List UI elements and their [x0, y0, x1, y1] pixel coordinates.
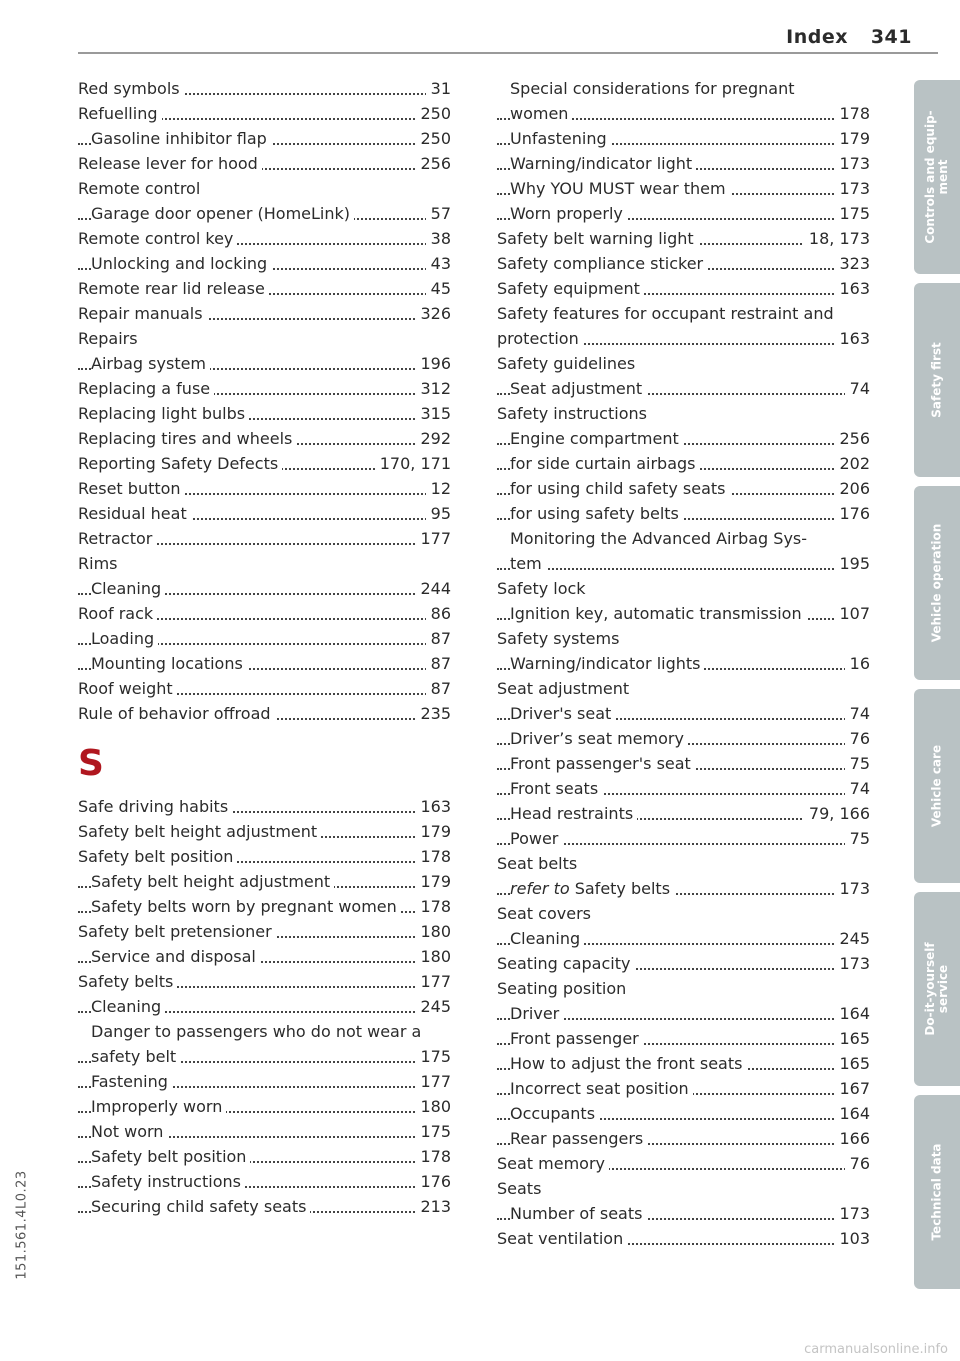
entry-page[interactable]: 31	[426, 76, 451, 101]
index-entry	[78, 869, 451, 894]
index-entry	[78, 201, 451, 226]
entry-term: Safe driving habits	[78, 797, 232, 816]
index-entry	[78, 176, 451, 201]
entry-term: Safety lock	[497, 579, 590, 598]
index-entry	[497, 851, 870, 876]
index-entry	[78, 1044, 451, 1069]
entry-term: Number of seats	[510, 1204, 646, 1223]
entry-term: Gasoline inhibitor flap	[91, 129, 271, 148]
index-entry	[497, 226, 870, 251]
entry-page[interactable]: 175	[834, 201, 870, 226]
entry-term: Remote control key	[78, 229, 237, 248]
entry-page[interactable]: 107	[834, 601, 870, 626]
index-entry	[78, 944, 451, 969]
entry-term: Service and disposal	[91, 947, 260, 966]
index-entry	[497, 526, 870, 551]
index-entry	[497, 351, 870, 376]
entry-term: Safety belt height adjustment	[91, 872, 334, 891]
entry-term: Worn properly	[510, 204, 627, 223]
entry-term: Replacing light bulbs	[78, 404, 249, 423]
entry-term: Repair manuals	[78, 304, 207, 323]
entry-term: Occupants	[510, 1104, 599, 1123]
index-entry	[497, 751, 870, 776]
entry-term: Release lever for hood	[78, 154, 262, 173]
index-column-left	[78, 76, 451, 1219]
chapter-tab-label: Technical data	[929, 1143, 944, 1241]
document-code-text: 151.561.4L0.23	[14, 1170, 30, 1280]
entry-term: How to adjust the front seats	[510, 1054, 746, 1073]
entry-term: Replacing tires and wheels	[78, 429, 296, 448]
index-entry	[78, 126, 451, 151]
index-entry	[497, 301, 870, 326]
index-entry	[78, 576, 451, 601]
entry-page[interactable]: 16	[845, 651, 870, 676]
entry-page[interactable]: 178	[834, 101, 870, 126]
index-entry	[78, 651, 451, 676]
entry-term: women	[510, 104, 572, 123]
index-entry	[78, 501, 451, 526]
entry-term: Monitoring the Advanced Airbag Sys-	[510, 529, 811, 548]
entry-term: Seats	[497, 1179, 545, 1198]
chapter-tab[interactable]	[914, 1095, 960, 1289]
entry-page[interactable]: 312	[415, 376, 451, 401]
index-entry	[78, 451, 451, 476]
entry-page[interactable]: 256	[415, 151, 451, 176]
chapter-tab-label: Controls and equip- ment	[923, 110, 950, 244]
index-entry	[78, 426, 451, 451]
index-entry	[78, 376, 451, 401]
entry-term: Seating position	[497, 979, 630, 998]
entry-page[interactable]: 79, 166	[804, 801, 870, 826]
entry-term: Special considerations for pregnant	[510, 79, 799, 98]
entry-term: Safety belts	[78, 972, 177, 991]
entry-page[interactable]: 178	[415, 844, 451, 869]
entry-page[interactable]: 103	[834, 1226, 870, 1251]
index-entry	[497, 326, 870, 351]
index-entry	[497, 401, 870, 426]
index-entry	[497, 476, 870, 501]
entry-term: Driver	[510, 1004, 563, 1023]
entry-page[interactable]: 195	[834, 551, 870, 576]
index-entry	[497, 826, 870, 851]
entry-term: Power	[510, 829, 562, 848]
entry-term: protection	[497, 329, 583, 348]
index-entry	[78, 919, 451, 944]
entry-term: Retractor	[78, 529, 156, 548]
index-entry	[497, 601, 870, 626]
index-entry	[78, 551, 451, 576]
entry-page[interactable]: 175	[415, 1119, 451, 1144]
entry-page[interactable]: 196	[415, 351, 451, 376]
index-entry	[497, 776, 870, 801]
entry-page[interactable]: 180	[415, 1094, 451, 1119]
index-entry	[78, 794, 451, 819]
entry-term: Warning/indicator lights	[510, 654, 704, 673]
index-entry	[497, 201, 870, 226]
index-entry	[497, 1076, 870, 1101]
entry-page[interactable]: 292	[415, 426, 451, 451]
index-entry	[78, 276, 451, 301]
entry-term: Danger to passengers who do not wear a	[91, 1022, 425, 1041]
entry-page[interactable]: 176	[415, 1169, 451, 1194]
entry-page[interactable]: 74	[845, 701, 870, 726]
index-entry	[497, 126, 870, 151]
entry-page[interactable]: 177	[415, 1069, 451, 1094]
page-number: 341	[870, 26, 912, 48]
index-entry	[497, 1001, 870, 1026]
index-entry	[497, 501, 870, 526]
index-entry	[497, 651, 870, 676]
entry-page[interactable]: 173	[834, 151, 870, 176]
entry-term: Repairs	[78, 329, 142, 348]
entry-term: for using safety belts	[510, 504, 683, 523]
entry-page[interactable]: 179	[415, 869, 451, 894]
entry-page[interactable]: 12	[426, 476, 451, 501]
entry-page[interactable]: 38	[426, 226, 451, 251]
watermark: carmanualsonline.info	[804, 1342, 948, 1357]
chapter-tab[interactable]	[914, 892, 960, 1086]
entry-page[interactable]: 180	[415, 919, 451, 944]
entry-page[interactable]: 180	[415, 944, 451, 969]
entry-term: Red symbols	[78, 79, 184, 98]
index-entry	[78, 1169, 451, 1194]
entry-term: Securing child safety seats	[91, 1197, 310, 1216]
entry-term: Fastening	[91, 1072, 172, 1091]
index-entry	[497, 876, 870, 901]
entry-term: Safety features for occupant restraint and	[497, 304, 838, 323]
entry-term: Reporting Safety Defects	[78, 454, 282, 473]
index-entry	[497, 701, 870, 726]
index-entry	[78, 626, 451, 651]
entry-page[interactable]: 163	[834, 326, 870, 351]
entry-term: for using child safety seats	[510, 479, 730, 498]
entry-term: Safety systems	[497, 629, 623, 648]
entry-page[interactable]: 164	[834, 1001, 870, 1026]
index-entry	[497, 551, 870, 576]
index-entry	[78, 401, 451, 426]
chapter-tab[interactable]	[914, 283, 960, 477]
index-entry	[78, 844, 451, 869]
entry-term: Safety belt position	[78, 847, 237, 866]
entry-page[interactable]: 245	[415, 994, 451, 1019]
entry-term: for side curtain airbags	[510, 454, 700, 473]
index-entry	[497, 101, 870, 126]
entry-page[interactable]: 74	[845, 376, 870, 401]
entry-page[interactable]: 167	[834, 1076, 870, 1101]
entry-term: Not worn	[91, 1122, 167, 1141]
index-entry	[78, 151, 451, 176]
index-entry	[497, 926, 870, 951]
entry-page[interactable]: 323	[834, 251, 870, 276]
entry-term: Seat memory	[497, 1154, 609, 1173]
entry-page[interactable]: 235	[415, 701, 451, 726]
index-entry	[497, 251, 870, 276]
entry-page[interactable]: 95	[426, 501, 451, 526]
entry-page[interactable]: 165	[834, 1026, 870, 1051]
entry-page[interactable]: 202	[834, 451, 870, 476]
index-entry	[497, 376, 870, 401]
entry-term: Safety instructions	[91, 1172, 245, 1191]
entry-page[interactable]: 326	[415, 301, 451, 326]
entry-page[interactable]: 177	[415, 969, 451, 994]
cross-reference-prefix: refer to	[510, 879, 575, 898]
entry-page[interactable]: 164	[834, 1101, 870, 1126]
index-entry	[497, 951, 870, 976]
index-entry	[78, 351, 451, 376]
index-entry	[78, 676, 451, 701]
entry-term: Seating capacity	[497, 954, 634, 973]
chapter-tab[interactable]	[914, 80, 960, 274]
index-entry	[497, 451, 870, 476]
entry-term: Safety belt position	[91, 1147, 250, 1166]
entry-page[interactable]: 165	[834, 1051, 870, 1076]
entry-term: Why YOU MUST wear them	[510, 179, 730, 198]
entry-page[interactable]: 256	[834, 426, 870, 451]
index-entry	[497, 1126, 870, 1151]
index-entry	[78, 101, 451, 126]
entry-term: Refuelling	[78, 104, 162, 123]
entry-term: Roof rack	[78, 604, 157, 623]
index-entry	[497, 901, 870, 926]
entry-page[interactable]: 173	[834, 876, 870, 901]
entry-page[interactable]: 315	[415, 401, 451, 426]
index-entry	[78, 226, 451, 251]
index-entry	[497, 76, 870, 101]
entry-term: Seat belts	[497, 854, 581, 873]
index-entry	[497, 576, 870, 601]
index-entry	[78, 994, 451, 1019]
entry-page[interactable]: 18, 173	[804, 226, 870, 251]
entry-page[interactable]: 177	[415, 526, 451, 551]
index-entry	[78, 76, 451, 101]
entry-page[interactable]: 173	[834, 1201, 870, 1226]
index-entry	[497, 1201, 870, 1226]
entry-page[interactable]: 75	[845, 826, 870, 851]
entry-page[interactable]: 213	[415, 1194, 451, 1219]
entry-page[interactable]: 250	[415, 126, 451, 151]
entry-page[interactable]: 86	[426, 601, 451, 626]
entry-term: Engine compartment	[510, 429, 683, 448]
entry-page[interactable]: 245	[834, 926, 870, 951]
entry-term: Remote control	[78, 179, 204, 198]
chapter-tab[interactable]	[914, 689, 960, 883]
entry-term: Driver’s seat memory	[510, 729, 688, 748]
entry-term: Safety belts worn by pregnant women	[91, 897, 401, 916]
entry-term: Unfastening	[510, 129, 611, 148]
index-entry	[78, 701, 451, 726]
entry-term: Remote rear lid release	[78, 279, 269, 298]
entry-page[interactable]: 170, 171	[375, 451, 451, 476]
entry-term: Rims	[78, 554, 121, 573]
chapter-tab[interactable]	[914, 486, 960, 680]
index-entry	[78, 969, 451, 994]
index-entry	[78, 819, 451, 844]
entry-term: Airbag system	[91, 354, 210, 373]
entry-term: Roof weight	[78, 679, 177, 698]
entry-term: Safety belt height adjustment	[78, 822, 321, 841]
entry-page[interactable]: 206	[834, 476, 870, 501]
index-entry	[78, 1194, 451, 1219]
entry-term: Seat adjustment	[510, 379, 646, 398]
document-code	[12, 1130, 32, 1320]
entry-term: Safety belt pretensioner	[78, 922, 276, 941]
entry-page[interactable]: 166	[834, 1126, 870, 1151]
entry-term: Seat covers	[497, 904, 595, 923]
entry-page[interactable]: 244	[415, 576, 451, 601]
index-entry	[78, 601, 451, 626]
entry-term: refer to Safety belts	[510, 879, 674, 898]
index-entry	[78, 1144, 451, 1169]
entry-page[interactable]: 179	[415, 819, 451, 844]
entry-page[interactable]: 163	[415, 794, 451, 819]
index-entry	[78, 326, 451, 351]
entry-term: Seat ventilation	[497, 1229, 627, 1248]
entry-term: Cleaning	[510, 929, 584, 948]
entry-page[interactable]: 45	[426, 276, 451, 301]
index-entry	[78, 301, 451, 326]
index-entry	[497, 626, 870, 651]
index-entry	[497, 1176, 870, 1201]
header-divider	[78, 52, 938, 54]
chapter-tab-label: Vehicle operation	[929, 523, 944, 643]
entry-term: Replacing a fuse	[78, 379, 214, 398]
index-entry	[497, 1101, 870, 1126]
index-entry	[497, 151, 870, 176]
index-entry	[497, 976, 870, 1001]
index-entry	[497, 1051, 870, 1076]
index-entry	[78, 1069, 451, 1094]
index-entry	[497, 1226, 870, 1251]
entry-page[interactable]: 87	[426, 626, 451, 651]
entry-term: Warning/indicator light	[510, 154, 696, 173]
dot-leader	[497, 568, 870, 570]
index-entry	[497, 801, 870, 826]
entry-page[interactable]: 74	[845, 776, 870, 801]
index-entry	[78, 476, 451, 501]
page-header	[78, 26, 938, 52]
entry-term: Front passenger's seat	[510, 754, 695, 773]
entry-term: Cleaning	[91, 579, 165, 598]
entry-term: Reset button	[78, 479, 185, 498]
entry-page[interactable]: 87	[426, 651, 451, 676]
entry-term: Front seats	[510, 779, 602, 798]
entry-term: Incorrect seat position	[510, 1079, 693, 1098]
entry-term: Rear passengers	[510, 1129, 647, 1148]
entry-page[interactable]: 175	[415, 1044, 451, 1069]
entry-term: Loading	[91, 629, 158, 648]
index-entry	[497, 1151, 870, 1176]
entry-term: Improperly worn	[91, 1097, 226, 1116]
chapter-tab-label: Do-it-yourself service	[923, 942, 950, 1036]
index-entry	[497, 726, 870, 751]
entry-term: Safety equipment	[497, 279, 644, 298]
index-column-right	[497, 76, 870, 1251]
entry-term: Mounting locations	[91, 654, 247, 673]
index-entry	[497, 276, 870, 301]
entry-page[interactable]: 250	[415, 101, 451, 126]
entry-page[interactable]: 178	[415, 1144, 451, 1169]
index-entry	[78, 1119, 451, 1144]
entry-page[interactable]: 57	[426, 201, 451, 226]
entry-page[interactable]: 87	[426, 676, 451, 701]
index-entry	[497, 1026, 870, 1051]
entry-term: Ignition key, automatic transmission	[510, 604, 806, 623]
entry-term: Cleaning	[91, 997, 165, 1016]
section-letter: S	[78, 743, 104, 784]
entry-term: Head restraints	[510, 804, 637, 823]
entry-term: Driver's seat	[510, 704, 615, 723]
entry-page[interactable]: 176	[834, 501, 870, 526]
entry-page[interactable]: 76	[845, 726, 870, 751]
section-title: Index	[786, 26, 848, 48]
index-entry	[497, 676, 870, 701]
index-entry	[78, 251, 451, 276]
entry-term: Rule of behavior offroad	[78, 704, 275, 723]
entry-page[interactable]: 178	[415, 894, 451, 919]
entry-term: Garage door opener (HomeLink)	[91, 204, 354, 223]
index-entry	[78, 1094, 451, 1119]
entry-term: tem	[510, 554, 546, 573]
entry-term: Safety instructions	[497, 404, 651, 423]
index-entry	[497, 426, 870, 451]
entry-page[interactable]: 173	[834, 951, 870, 976]
entry-page[interactable]: 179	[834, 126, 870, 151]
entry-page[interactable]: 173	[834, 176, 870, 201]
index-entry	[78, 894, 451, 919]
entry-term: Residual heat	[78, 504, 191, 523]
entry-term: Safety belt warning light	[497, 229, 698, 248]
index-entry	[78, 526, 451, 551]
entry-term: Unlocking and locking	[91, 254, 271, 273]
entry-page[interactable]: 75	[845, 751, 870, 776]
entry-term: safety belt	[91, 1047, 180, 1066]
entry-page[interactable]: 43	[426, 251, 451, 276]
index-entry	[78, 1019, 451, 1044]
entry-term: Safety compliance sticker	[497, 254, 707, 273]
chapter-tab-label: Vehicle care	[929, 744, 944, 828]
index-entry	[497, 176, 870, 201]
chapter-tab-label: Safety first	[929, 342, 944, 418]
entry-term: Safety guidelines	[497, 354, 639, 373]
entry-page[interactable]: 76	[845, 1151, 870, 1176]
entry-term: Front passenger	[510, 1029, 643, 1048]
entry-term: Seat adjustment	[497, 679, 633, 698]
entry-page[interactable]: 163	[834, 276, 870, 301]
